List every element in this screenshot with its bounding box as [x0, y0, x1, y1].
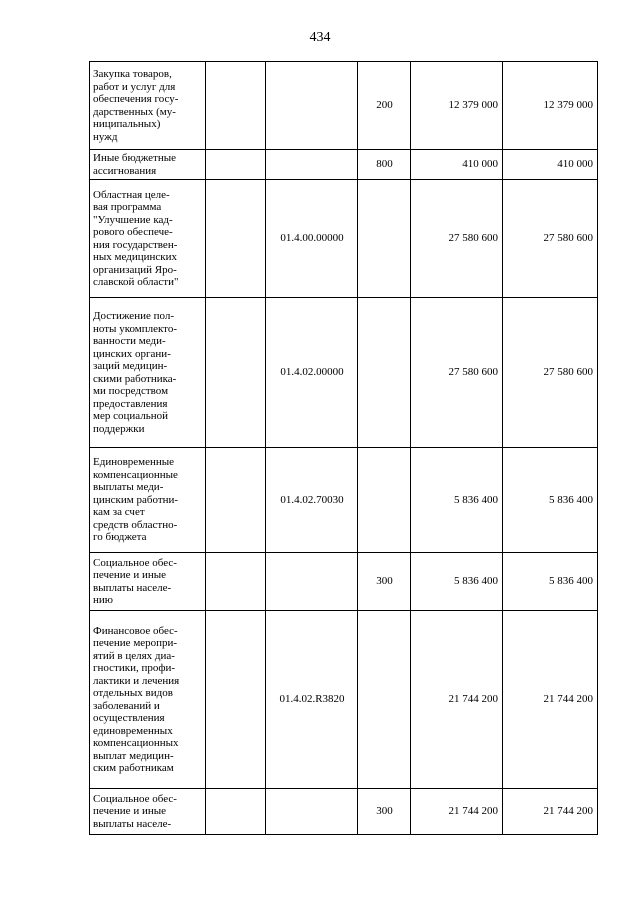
row-empty-cell: [206, 298, 266, 448]
row-amount-1-cell: 410 000: [411, 150, 503, 180]
row-code-cell: [266, 150, 358, 180]
row-name-cell: Финансовое обес- печение меропри- ятий в целях диа- гностики, профи- лактики и лечения отдельных видов заболеваний и осуществления единовременных компенсационных выплат медицин- ским работникам: [90, 611, 206, 789]
row-code-cell: [266, 62, 358, 150]
row-amount-1-cell: 5 836 400: [411, 448, 503, 553]
row-amount-1-cell: 27 580 600: [411, 298, 503, 448]
row-type-cell: 300: [358, 553, 411, 611]
row-amount-2-cell: 12 379 000: [503, 62, 598, 150]
row-type-cell: [358, 180, 411, 298]
row-amount-2-cell: 21 744 200: [503, 789, 598, 835]
row-name-cell: Закупка товаров, работ и услуг для обеспечения госу- дарственных (му- ниципальных) нужд: [90, 62, 206, 150]
row-empty-cell: [206, 611, 266, 789]
row-amount-2-cell: 27 580 600: [503, 180, 598, 298]
table-row: [90, 789, 598, 835]
row-amount-2-cell: 5 836 400: [503, 553, 598, 611]
table-row: [90, 62, 598, 150]
row-type-cell: [358, 448, 411, 553]
row-empty-cell: [206, 62, 266, 150]
table-body: [90, 62, 598, 835]
row-amount-1-cell: 27 580 600: [411, 180, 503, 298]
table-row: [90, 448, 598, 553]
row-name-cell: Областная целе- вая программа "Улучшение кад- рового обеспече- ния государствен- ных медицинских организаций Яро- славской области": [90, 180, 206, 298]
row-code-cell: 01.4.02.70030: [266, 448, 358, 553]
row-type-cell: 300: [358, 789, 411, 835]
table-row: [90, 298, 598, 448]
row-code-cell: 01.4.00.00000: [266, 180, 358, 298]
row-empty-cell: [206, 553, 266, 611]
row-amount-1-cell: 12 379 000: [411, 62, 503, 150]
row-amount-1-cell: 21 744 200: [411, 611, 503, 789]
row-amount-2-cell: 21 744 200: [503, 611, 598, 789]
row-name-cell: Достижение пол- ноты укомплекто- ванности меди- цинских органи- заций медицин- скими работника- ми посредством предоставления мер социальной поддержки: [90, 298, 206, 448]
row-name-cell: Социальное обес- печение и иные выплаты населе-: [90, 789, 206, 835]
row-code-cell: [266, 553, 358, 611]
row-code-cell: 01.4.02.R3820: [266, 611, 358, 789]
row-empty-cell: [206, 180, 266, 298]
row-empty-cell: [206, 789, 266, 835]
row-amount-2-cell: 27 580 600: [503, 298, 598, 448]
table-row: [90, 553, 598, 611]
table-row: [90, 150, 598, 180]
row-type-cell: [358, 298, 411, 448]
page-number: 434: [309, 30, 331, 45]
row-type-cell: 800: [358, 150, 411, 180]
row-amount-1-cell: 5 836 400: [411, 553, 503, 611]
budget-table: [89, 61, 598, 835]
row-amount-2-cell: 410 000: [503, 150, 598, 180]
row-empty-cell: [206, 150, 266, 180]
table-row: [90, 180, 598, 298]
row-code-cell: [266, 789, 358, 835]
row-name-cell: Социальное обес- печение и иные выплаты населе- нию: [90, 553, 206, 611]
row-name-cell: Иные бюджетные ассигнования: [90, 150, 206, 180]
row-type-cell: [358, 611, 411, 789]
row-type-cell: 200: [358, 62, 411, 150]
row-code-cell: 01.4.02.00000: [266, 298, 358, 448]
row-empty-cell: [206, 448, 266, 553]
row-name-cell: Единовременные компенсационные выплаты меди- цинским работни- кам за счет средств областно- го бюджета: [90, 448, 206, 553]
row-amount-1-cell: 21 744 200: [411, 789, 503, 835]
table-row: [90, 611, 598, 789]
row-amount-2-cell: 5 836 400: [503, 448, 598, 553]
